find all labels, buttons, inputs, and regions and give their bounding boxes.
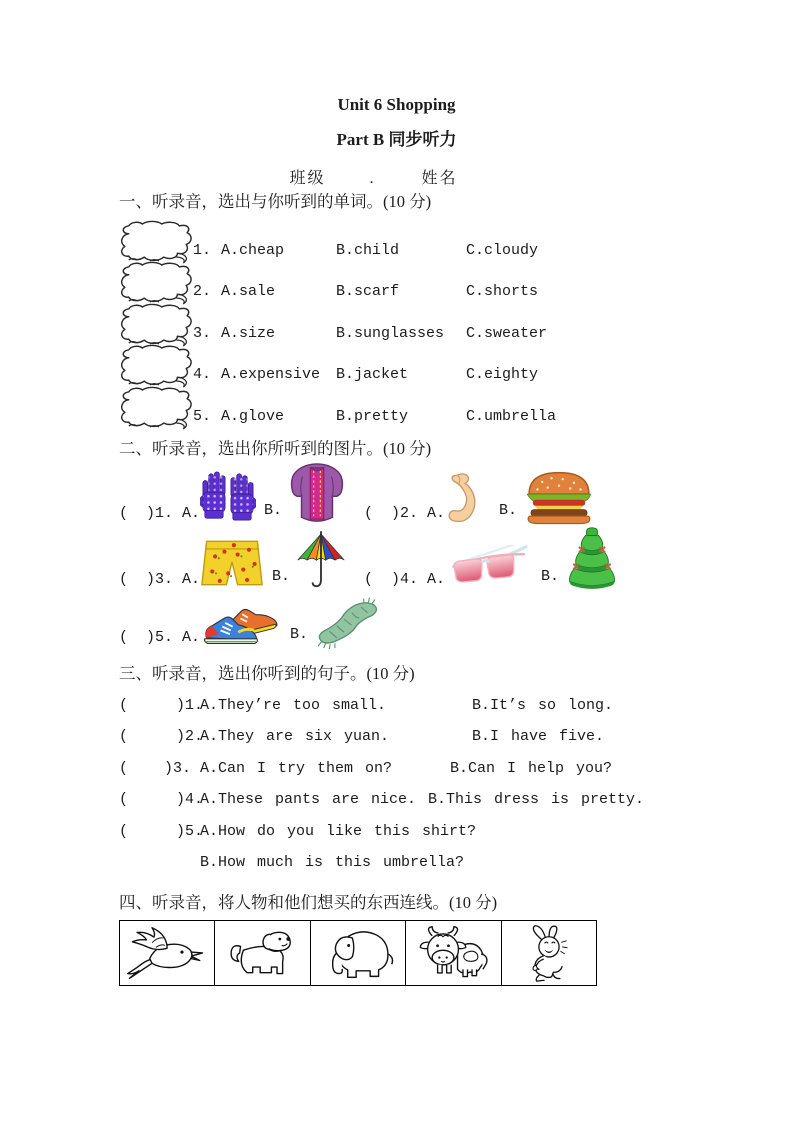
section3 <box>119 663 681 879</box>
sweater-image <box>286 461 348 525</box>
section3-heading: 三、听录音，选出你听到的句子。(10 分) <box>119 663 415 683</box>
table-cell <box>120 921 215 985</box>
question-number: 5. <box>193 407 212 425</box>
option-a: A.sale <box>221 283 276 300</box>
arm-image <box>445 471 491 525</box>
sentence-row <box>119 816 681 848</box>
option-a: A.cheap <box>221 241 285 259</box>
audio-bubble-icon <box>119 386 193 431</box>
table-cell <box>502 921 596 985</box>
question-number: 3. <box>193 324 212 342</box>
option-b: B.How much is this umbrella? <box>200 854 465 871</box>
option-b: B.pretty <box>336 407 409 425</box>
option-a: A.glove <box>221 407 285 425</box>
name-class-line <box>0 165 793 188</box>
elephant-image <box>314 924 402 982</box>
option-a: A.expensive <box>221 366 321 383</box>
question-prefix: ( )4. A. <box>364 570 446 588</box>
picture-row <box>119 527 681 591</box>
audio-bubble-icon <box>119 220 193 265</box>
option-b: B.sunglasses <box>336 324 445 342</box>
option-a: A.How do you like this shirt? <box>200 822 477 840</box>
option-b-label: B. <box>499 501 518 519</box>
option-c: C.cloudy <box>466 241 539 259</box>
question-number: 4. <box>193 366 212 383</box>
section2 <box>119 438 681 649</box>
question-prefix: ( )5. A. <box>119 628 201 646</box>
hamburger-image <box>521 467 597 525</box>
section2-heading: 二、听录音，选出你所听到的图片。(10 分) <box>119 438 432 458</box>
question-row <box>119 218 681 260</box>
dog-image <box>219 924 307 982</box>
page-subtitle: Part B 同步听力 <box>336 130 457 149</box>
audio-bubble-icon <box>119 344 193 389</box>
option-b: B.Can I help you? <box>450 759 613 777</box>
option-c: C.umbrella <box>466 407 557 425</box>
sentence-row <box>119 847 681 879</box>
section1-questions <box>119 218 681 426</box>
page-title: Unit 6 Shopping <box>337 95 456 114</box>
worksheet-header <box>0 95 793 188</box>
table-cell <box>406 921 501 985</box>
characters-table <box>119 920 597 986</box>
option-b: B.It’s so long. <box>472 696 614 714</box>
rabbit-image <box>505 924 593 982</box>
question-prefix: ( )2. A. <box>364 504 446 522</box>
sentence-row <box>119 690 681 722</box>
class-label: 班级 <box>289 170 326 187</box>
scarf-image <box>312 593 382 649</box>
section4 <box>119 892 681 986</box>
sentence-row <box>119 721 681 753</box>
gloves-image <box>200 467 256 525</box>
worksheet-body <box>119 191 681 986</box>
separator-dot: . <box>369 170 374 187</box>
answer-blank: ( )3. <box>119 759 204 777</box>
cow-image <box>409 924 497 982</box>
option-b-label: B. <box>272 567 291 585</box>
table-cell <box>215 921 310 985</box>
option-a: A.These pants are nice. <box>200 791 417 808</box>
option-c: C.shorts <box>466 283 539 300</box>
answer-blank: ( )2. <box>119 728 216 745</box>
name-label: 姓名 <box>421 170 458 187</box>
sneakers-image <box>200 595 282 649</box>
table-cell <box>311 921 406 985</box>
dress-image <box>563 527 621 591</box>
question-number: 2. <box>193 283 212 300</box>
answer-blank: ( )1. <box>119 696 216 714</box>
sentence-row <box>119 753 681 785</box>
option-b-label: B. <box>541 567 560 585</box>
umbrella-image <box>294 531 348 591</box>
option-a: A.They are six yuan. <box>200 728 390 745</box>
section1-heading: 一、听录音，选出与你听到的单词。(10 分) <box>119 192 432 211</box>
option-a: A.Can I try them on? <box>200 759 393 777</box>
option-a: A.size <box>221 324 276 342</box>
section3-questions <box>119 690 681 879</box>
option-a: A.They’re too small. <box>200 696 387 714</box>
sentence-row <box>119 784 681 816</box>
question-row <box>119 343 681 385</box>
question-prefix: ( )1. A. <box>119 504 201 522</box>
option-b: B.I have five. <box>472 728 605 745</box>
sunglasses-image <box>445 545 533 591</box>
option-b-label: B. <box>290 625 309 643</box>
option-b: B.This dress is pretty. <box>428 791 645 808</box>
picture-row <box>119 461 681 525</box>
option-c: C.eighty <box>466 366 539 383</box>
audio-bubble-icon <box>119 303 193 348</box>
section4-heading: 四、听录音，将人物和他们想买的东西连线。(10 分) <box>119 892 498 912</box>
shorts-image <box>200 535 264 591</box>
option-b: B.jacket <box>336 366 409 383</box>
option-b: B.child <box>336 241 400 259</box>
question-row <box>119 301 681 343</box>
question-number: 1. <box>193 241 212 259</box>
question-row <box>119 384 681 426</box>
bird-image <box>123 924 211 982</box>
picture-row <box>119 593 681 649</box>
option-b: B.scarf <box>336 283 400 300</box>
option-c: C.sweater <box>466 324 548 342</box>
question-prefix: ( )3. A. <box>119 570 201 588</box>
answer-blank: ( )5. <box>119 822 216 840</box>
option-b-label: B. <box>264 501 283 519</box>
question-row <box>119 260 681 302</box>
answer-blank: ( )4. <box>119 791 216 808</box>
audio-bubble-icon <box>119 261 193 306</box>
